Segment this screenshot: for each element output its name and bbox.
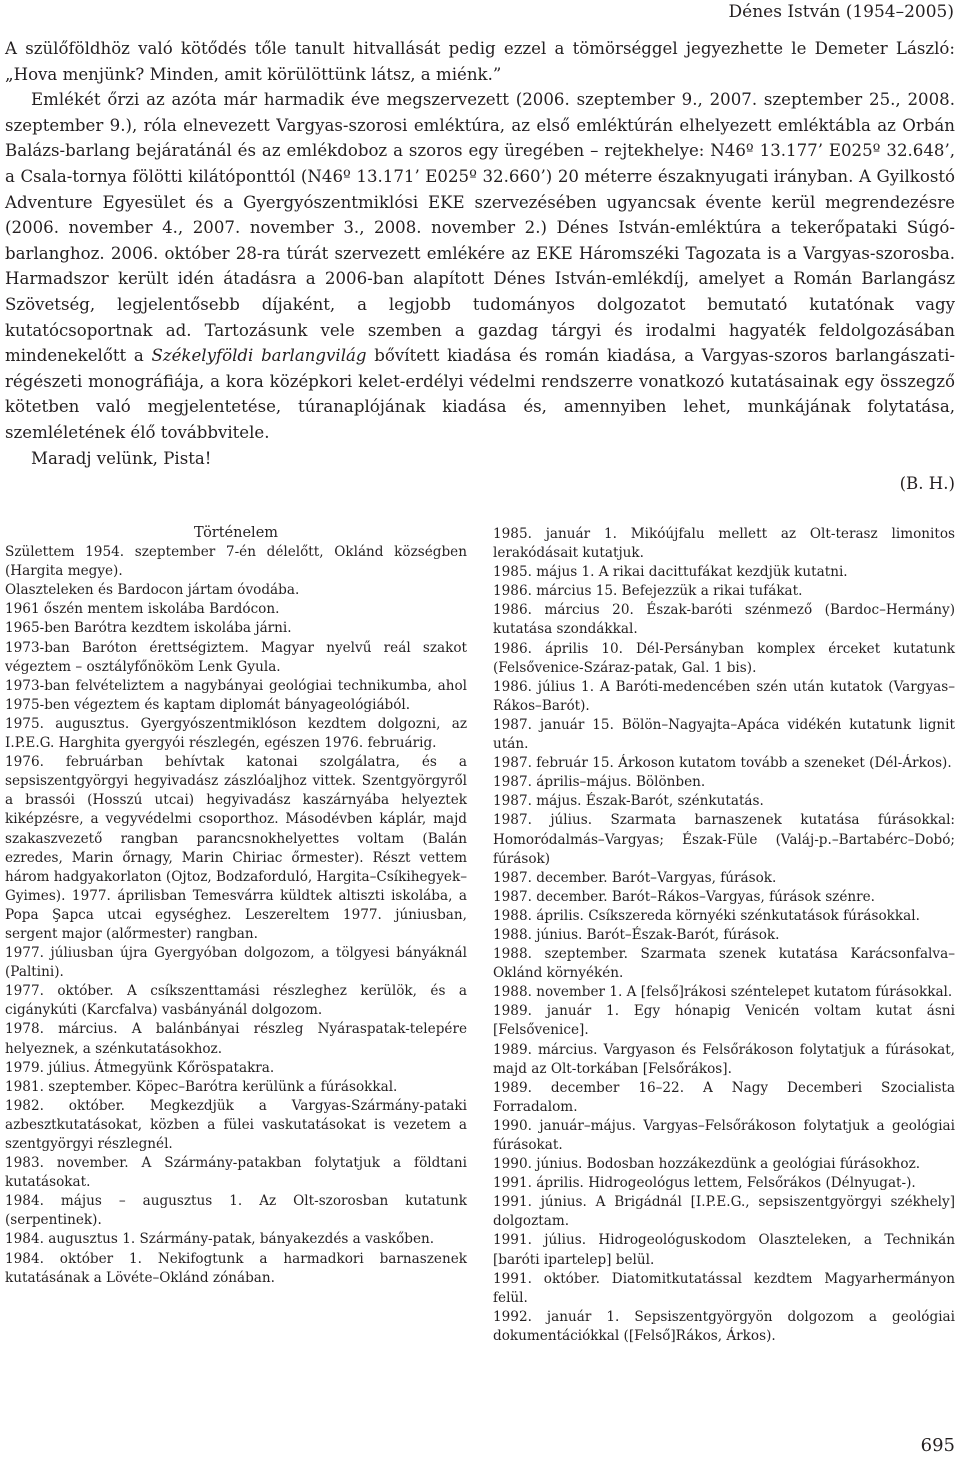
chronology-entry: 1988. szeptember. Szarmata szenek kutatása Karácsonfalva–Oklánd környékén. <box>493 946 955 982</box>
chronology-entry: 1987. január 15. Bölön–Nagyajta–Apáca vidékén kutatunk lignit után. <box>493 716 955 753</box>
chronology-entry: 1987. július. Szarmata barnaszenek kutatása fúrásokkal: Homoródalmás–Vargyas; Észak-Füle (Valáj-p.–Bartabérc–Dobó; fúrások) <box>493 812 955 867</box>
chronology-entry: 1988. november 1. A [felső]rákosi széntelepet kutatom fúrásokkal. <box>493 984 953 1001</box>
history-entry: 1982. október. Megkezdjük a Vargyas-Szármány-pataki azbesztkutatásokat, közben a fülei vaskutatásokat is vezetem a szentgyörgyi részlegnél. <box>5 1097 467 1152</box>
history-column <box>5 524 467 1288</box>
history-list <box>5 543 467 1288</box>
chronology-entry: 1989. március. Vargyason és Felsőrákoson folytatjuk a fúrásokat, majd az Olt-torkában [Felsőrákos]. <box>493 1041 955 1077</box>
chronology-entry: 1986. március 15. Befejezzük a rikai tufákat. <box>493 583 803 600</box>
chronology-entry: 1990. január–május. Vargyas–Felsőrákoson folytatjuk a geológiai fúrásokat. <box>493 1117 955 1153</box>
paragraph-farewell: Maradj velünk, Pista! <box>31 448 212 468</box>
history-entry: 1977. október. A csíkszenttamási részleghez kerülök, és a cigánykúti (Karcfalva) vasbányánál dolgozom. <box>5 983 467 1019</box>
chronology-entry: 1987. december. Barót–Vargyas, fúrások. <box>493 869 777 886</box>
history-entry: 1981. szeptember. Köpec–Barótra kerülünk a fúrásokkal. <box>5 1078 398 1095</box>
history-entry: 1984. október 1. Nekifogtunk a harmadkori barnaszenek kutatásának a Lövéte–Oklánd zónában. <box>5 1250 467 1286</box>
book-title: Székelyföldi barlangvilág <box>151 346 367 366</box>
chronology-entry: 1987. február 15. Árkoson kutatom tovább a szeneket (Dél-Árkos). <box>493 755 952 772</box>
chronology-entry: 1985. január 1. Mikóújfalu mellett az Olt-terasz limonitos lerakódásait kutatjuk. <box>493 526 955 562</box>
history-entry: 1975. augusztus. Gyergyószentmiklóson kezdtem dolgozni, az I.P.E.G. Harghita gyergyói részlegén, egészen 1976. februárig. <box>5 715 467 752</box>
history-entry: Születtem 1954. szeptember 7-én délelőtt, Oklánd községben (Hargita megye). <box>5 544 467 580</box>
memorials-text-a: Emlékét őrzi az azóta már harmadik éve megszervezett (2006. szeptember 9., 2007. szeptember 25., 2008. szeptember 9.), róla elnevezett Vargyas-szorosi emléktúra, az első emléktúrán elhelyezett emléktábla az Orbán Balázs-barlang bejáratánál és az emlékdoboz a szoros egy üregében – rejtekhelye: N46º 13.177’ E025º 32.648’, a Csala-tornya fölötti kilátóponttól (N46º 13.171’ E025º 32.660’) 20 méterre északnyugati irányban. A Gyilkostó Adventure Egyesület és a Gyergyószentmiklósi EKE szervezésében ugyancsak évente kerül megrendezésre (2006. november 4., 2007. november 3., 2008. november 2.) Dénes István-emléktúra a tekerőpataki Súgó-barlanghoz. 2006. október 28-ra túrát szervezett emlékére az EKE Háromszéki Tagozata is a Vargyas-szorosba. Harmadszor került idén átadásra a 2006-ban alapított Dénes István-emlékdíj, amelyet a Román Barlangász Szövetség, legjelentősebb díjaként, a legjobb tudományos dolgozatot bemutató kutatónak vagy kutatócsoportnak ad. Tartozásunk vele szemben a gazdag tárgyi és irodalmi hagyaték feldolgozásában mindenekelőtt a <box>5 90 955 366</box>
chronology-entry: 1985. május 1. A rikai dacittufákat kezdjük kutatni. <box>493 564 848 581</box>
history-entry: 1976. februárban behívtak katonai szolgálatra, és a sepsiszentgyörgyi hegyivadász zászlóaljhoz vittek. Szentgyörgyről a brassói (Hosszú utcai) hegyivadász kaszárnyába helyeztek kiképzésre, a vegyvédelmi csoporthoz. Másodévben káplár, majd szakaszvezető rangban parancsnokhelyettes voltam (Balán ezredes, Marin őrnagy, Marin Chiriac őrmester). Részt vettem három hadgyakorlaton (Ojtoz, Bodzaforduló, Hargita–Csíkihegyek–Gyimes). 1977. áprilisban Temesvárra küldtek altiszti iskolába, a Popa Şapca utcai egységhez. Leszereltem 1977. júniusban, sergent major (alőrmester) rangban. <box>5 754 467 942</box>
history-entry: 1978. március. A balánbányai részleg Nyáraspatak-telepére helyeznek, a szénkutatásokhoz. <box>5 1021 467 1057</box>
page-number: 695 <box>920 1435 955 1456</box>
paragraph-quote: A szülőföldhöz való kötődés tőle tanult hitvallását pedig ezzel a tömörséggel jegyezhette le Demeter László: „Hova menjünk? Minden, amit körülöttünk látsz, a miénk.” <box>5 39 955 84</box>
chronology-list <box>493 525 955 1346</box>
chronology-entry: 1991. július. Hidrogeológuskodom Olaszteleken, a Technikán [baróti ipartelep] belül. <box>493 1232 955 1268</box>
running-header: Dénes István (1954–2005) <box>728 2 954 22</box>
history-entry: 1984. augusztus 1. Szármány-patak, bányakezdés a vaskőben. <box>5 1231 435 1248</box>
chronology-entry: 1989. december 16–22. A Nagy Decemberi Szocialista Forradalom. <box>493 1079 955 1115</box>
chronology-entry: 1986. április 10. Dél-Persányban komplex érceket kutatunk (Felsővenice-Száraz-patak, Gal. 1 bis). <box>493 640 955 676</box>
history-entry: 1979. július. Átmegyünk Kőröspatakra. <box>5 1059 275 1076</box>
chronology-entry: 1986. március 20. Észak-baróti szénmező (Bardoc–Hermány) kutatása szondákkal. <box>493 602 955 638</box>
memorials-text-b: bővített kiadása és román kiadása, a Vargyas-szoros barlangászati-régészeti monográfiája, a kora középkori kelet-erdélyi védelmi rendszerre vonatkozó kutatásainak egy összegző kötetben való megjelentetése, túranaplójának kiadása és, amennyiben lehet, munkájának folytatása, szemléletének élő továbbvitele. <box>5 346 955 442</box>
chronology-entry: 1986. július 1. A Baróti-medencében szén után kutatok (Vargyas–Rákos–Barót). <box>493 678 955 714</box>
chronology-entry: 1991. október. Diatomitkutatással kezdtem Magyarhermányon felül. <box>493 1270 955 1306</box>
signature: (B. H.) <box>899 474 955 494</box>
history-entry: 1973-ban felvételiztem a nagybányai geológiai technikumba, ahol 1975-ben végeztem és kaptam diplomát bányageológiából. <box>5 677 467 713</box>
chronology-entry: 1989. január 1. Egy hónapig Venicén voltam kutat ásni [Felsővenice]. <box>493 1003 955 1039</box>
history-entry: 1965-ben Barótra kezdtem iskolába járni. <box>5 620 292 637</box>
history-entry: 1973-ban Baróton érettségiztem. Magyar nyelvű reál szakot végeztem – osztályfőnököm Lenk Gyula. <box>5 639 467 675</box>
history-entry: 1961 őszén mentem iskolába Bardócon. <box>5 601 280 618</box>
paragraph-memorials <box>5 87 955 445</box>
chronology-entry: 1987. április–május. Bölönben. <box>493 774 706 791</box>
history-entry: 1977. júliusban újra Gyergyóban dolgozom, a tölgyesi bányáknál (Paltini). <box>5 945 467 981</box>
history-entry: Olaszteleken és Bardocon jártam óvodába. <box>5 582 300 599</box>
history-title: Történelem <box>193 525 279 541</box>
main-text <box>5 36 955 497</box>
chronology-entry: 1987. május. Észak-Barót, szénkutatás. <box>493 793 764 810</box>
chronology-entry: 1990. június. Bodosban hozzákezdünk a geológiai fúrásokhoz. <box>493 1156 921 1173</box>
chronology-column <box>493 525 955 1346</box>
history-entry: 1984. május – augusztus 1. Az Olt-szorosban kutatunk (serpentinek). <box>5 1193 467 1229</box>
chronology-entry: 1988. április. Csíkszereda környéki szénkutatások fúrásokkal. <box>493 907 920 924</box>
chronology-entry: 1991. június. A Brigádnál [I.P.E.G., sepsiszentgyörgyi székhely] dolgoztam. <box>493 1194 955 1230</box>
chronology-entry: 1987. december. Barót–Rákos–Vargyas, fúrások szénre. <box>493 888 875 905</box>
chronology-entry: 1988. június. Barót–Észak-Barót, fúrások. <box>493 926 780 943</box>
chronology-entry: 1991. április. Hidrogeológus lettem, Felsőrákos (Délnyugat-). <box>493 1175 916 1192</box>
chronology-entry: 1992. január 1. Sepsiszentgyörgyön dolgozom a geológiai dokumentációkkal ([Felső]Rákos, Árkos). <box>493 1308 955 1344</box>
history-entry: 1983. november. A Szármány-patakban folytatjuk a földtani kutatásokat. <box>5 1155 467 1191</box>
